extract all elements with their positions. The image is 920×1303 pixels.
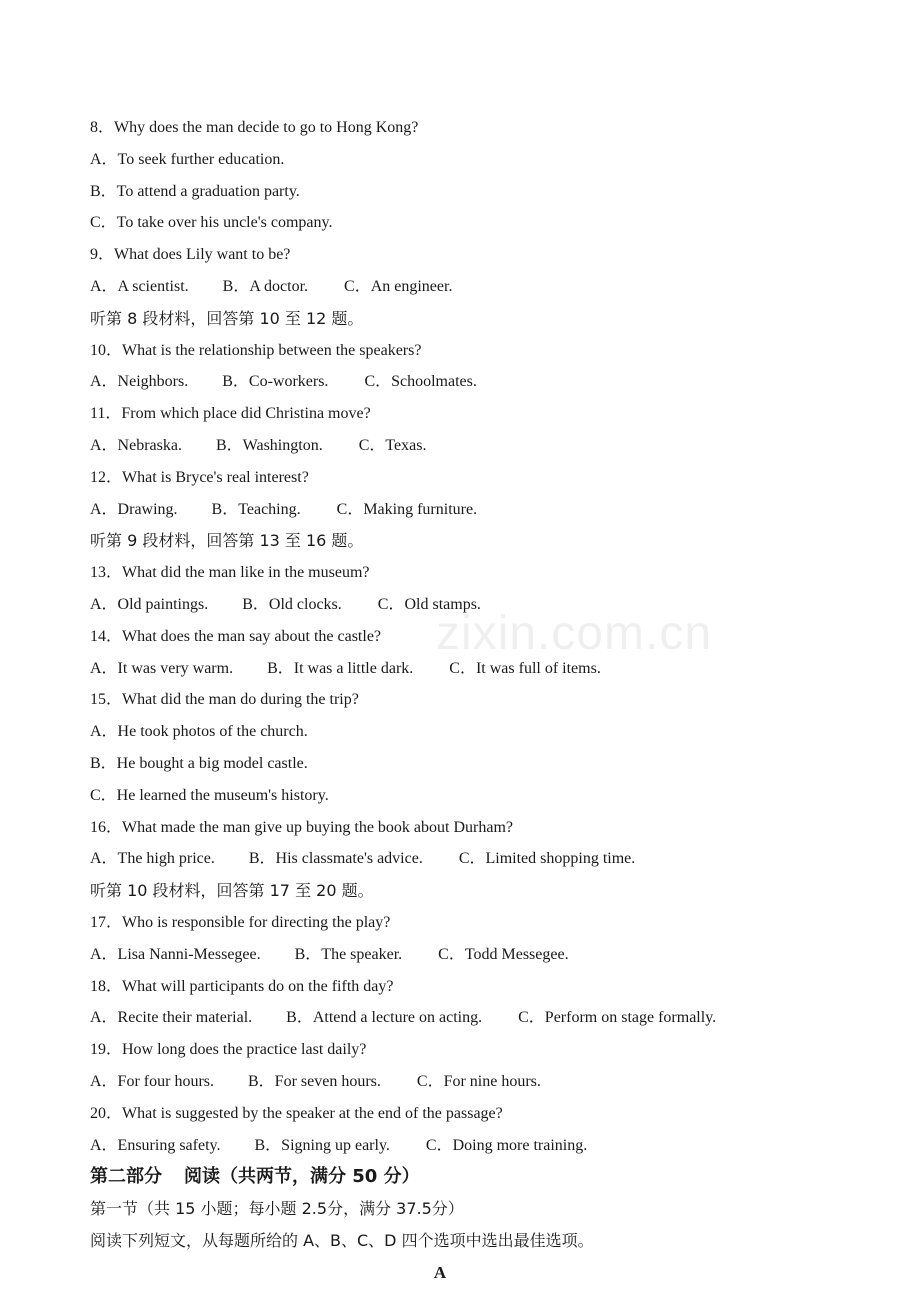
question-text: 13．What did the man like in the museum? <box>90 564 370 582</box>
option-row <box>90 1066 850 1098</box>
answer-option: C．Limited shopping time. <box>458 850 636 868</box>
answer-option: B．Teaching. <box>211 500 301 518</box>
answer-option: C．Making furniture. <box>336 500 478 518</box>
answer-option: C．Old stamps. <box>377 595 481 613</box>
answer-option: B．Washington. <box>215 436 323 454</box>
question-text: 12．What is Bryce's real interest? <box>90 468 309 486</box>
option-row <box>90 1002 850 1034</box>
section-part: 第二部分 <box>90 1166 162 1188</box>
answer-option: B．Co-workers. <box>222 373 329 391</box>
answer-option: A．A scientist. <box>90 277 189 295</box>
option-row <box>90 271 850 303</box>
option-row <box>90 430 850 462</box>
section-title: 阅读（共两节，满分 50 分） <box>184 1166 420 1188</box>
question-text: 8．Why does the man decide to go to Hong Kong? <box>90 119 419 136</box>
option-row <box>90 176 850 208</box>
answer-option: B．A doctor. <box>222 277 309 295</box>
option-row <box>90 207 850 239</box>
section-heading <box>90 1161 850 1193</box>
option-row <box>90 653 850 685</box>
answer-option: A．Recite their material. <box>90 1009 253 1027</box>
answer-option: B．The speaker. <box>294 945 403 963</box>
passage-label: A <box>433 1262 447 1282</box>
question-text: 19．How long does the practice last daily? <box>90 1041 367 1059</box>
answer-option: C．It was full of items. <box>449 659 601 677</box>
answer-option: A．He took photos of the church. <box>90 723 308 741</box>
answer-option: B．Attend a lecture on acting. <box>286 1009 483 1027</box>
answer-option: A．Lisa Nanni-Messegee. <box>90 945 261 963</box>
exam-page <box>90 112 850 1288</box>
question-text: 9．What does Lily want to be? <box>90 246 291 264</box>
question-text: 16．What made the man give up buying the book about Durham? <box>90 818 514 836</box>
question-text: 18．What will participants do on the fifth day? <box>90 977 394 995</box>
option-row <box>90 1130 850 1162</box>
question-text: 14．What does the man say about the castle? <box>90 627 382 645</box>
answer-option: B．He bought a big model castle. <box>90 754 308 772</box>
answer-option: C．Schoolmates. <box>364 373 477 391</box>
answer-option: C．An engineer. <box>344 277 453 295</box>
answer-option: A．Old paintings. <box>90 595 209 613</box>
question-text: 10．What is the relationship between the speakers? <box>90 341 422 359</box>
answer-option: B．Signing up early. <box>254 1136 390 1154</box>
option-row <box>90 589 850 621</box>
answer-option: C．Texas. <box>358 436 427 454</box>
answer-option: A．To seek further education. <box>90 150 285 168</box>
option-row <box>90 494 850 526</box>
answer-option: B．Old clocks. <box>242 595 342 613</box>
question-text: 15．What did the man do during the trip? <box>90 691 359 709</box>
answer-option: A．For four hours. <box>90 1072 214 1090</box>
option-row <box>90 748 850 780</box>
answer-option: C．For nine hours. <box>416 1072 541 1090</box>
question-text: 17．Who is responsible for directing the play? <box>90 913 391 931</box>
option-row <box>90 939 850 971</box>
option-row <box>90 780 850 812</box>
answer-option: C．He learned the museum's history. <box>90 786 329 804</box>
answer-option: A．Drawing. <box>90 500 178 518</box>
question-list <box>90 112 850 1161</box>
answer-option: C．Perform on stage formally. <box>518 1009 717 1027</box>
answer-option: C．Todd Messegee. <box>438 945 569 963</box>
option-row <box>90 144 850 176</box>
listening-instruction: 听第 9 段材料，回答第 13 至 16 题。 <box>90 531 364 551</box>
answer-option: A．Neighbors. <box>90 373 189 391</box>
answer-option: B．To attend a graduation party. <box>90 182 300 200</box>
answer-option: C．To take over his uncle's company. <box>90 214 333 232</box>
answer-option: B．For seven hours. <box>248 1072 381 1090</box>
listening-instruction: 听第 8 段材料，回答第 10 至 12 题。 <box>90 308 364 328</box>
reading-instruction: 阅读下列短文，从每题所给的 A、B、C、D 四个选项中选出最佳选项。 <box>90 1230 594 1250</box>
listening-instruction: 听第 10 段材料，回答第 17 至 20 题。 <box>90 881 374 901</box>
question-text: 11．From which place did Christina move? <box>90 405 371 423</box>
question-text: 20．What is suggested by the speaker at the end of the passage? <box>90 1104 503 1122</box>
answer-option: A．Nebraska. <box>90 436 182 454</box>
answer-option: A．The high price. <box>90 850 215 868</box>
subsection-heading: 第一节（共 15 小题；每小题 2.5分，满分 37.5分） <box>90 1199 464 1219</box>
option-row <box>90 716 850 748</box>
answer-option: C．Doing more training. <box>425 1136 588 1154</box>
answer-option: A．Ensuring safety. <box>90 1136 221 1154</box>
option-row <box>90 843 850 875</box>
option-row <box>90 366 850 398</box>
answer-option: B．It was a little dark. <box>267 659 414 677</box>
answer-option: B．His classmate's advice. <box>248 850 423 868</box>
watermark: zixin.com.cn <box>436 607 713 660</box>
answer-option: A．It was very warm. <box>90 659 234 677</box>
